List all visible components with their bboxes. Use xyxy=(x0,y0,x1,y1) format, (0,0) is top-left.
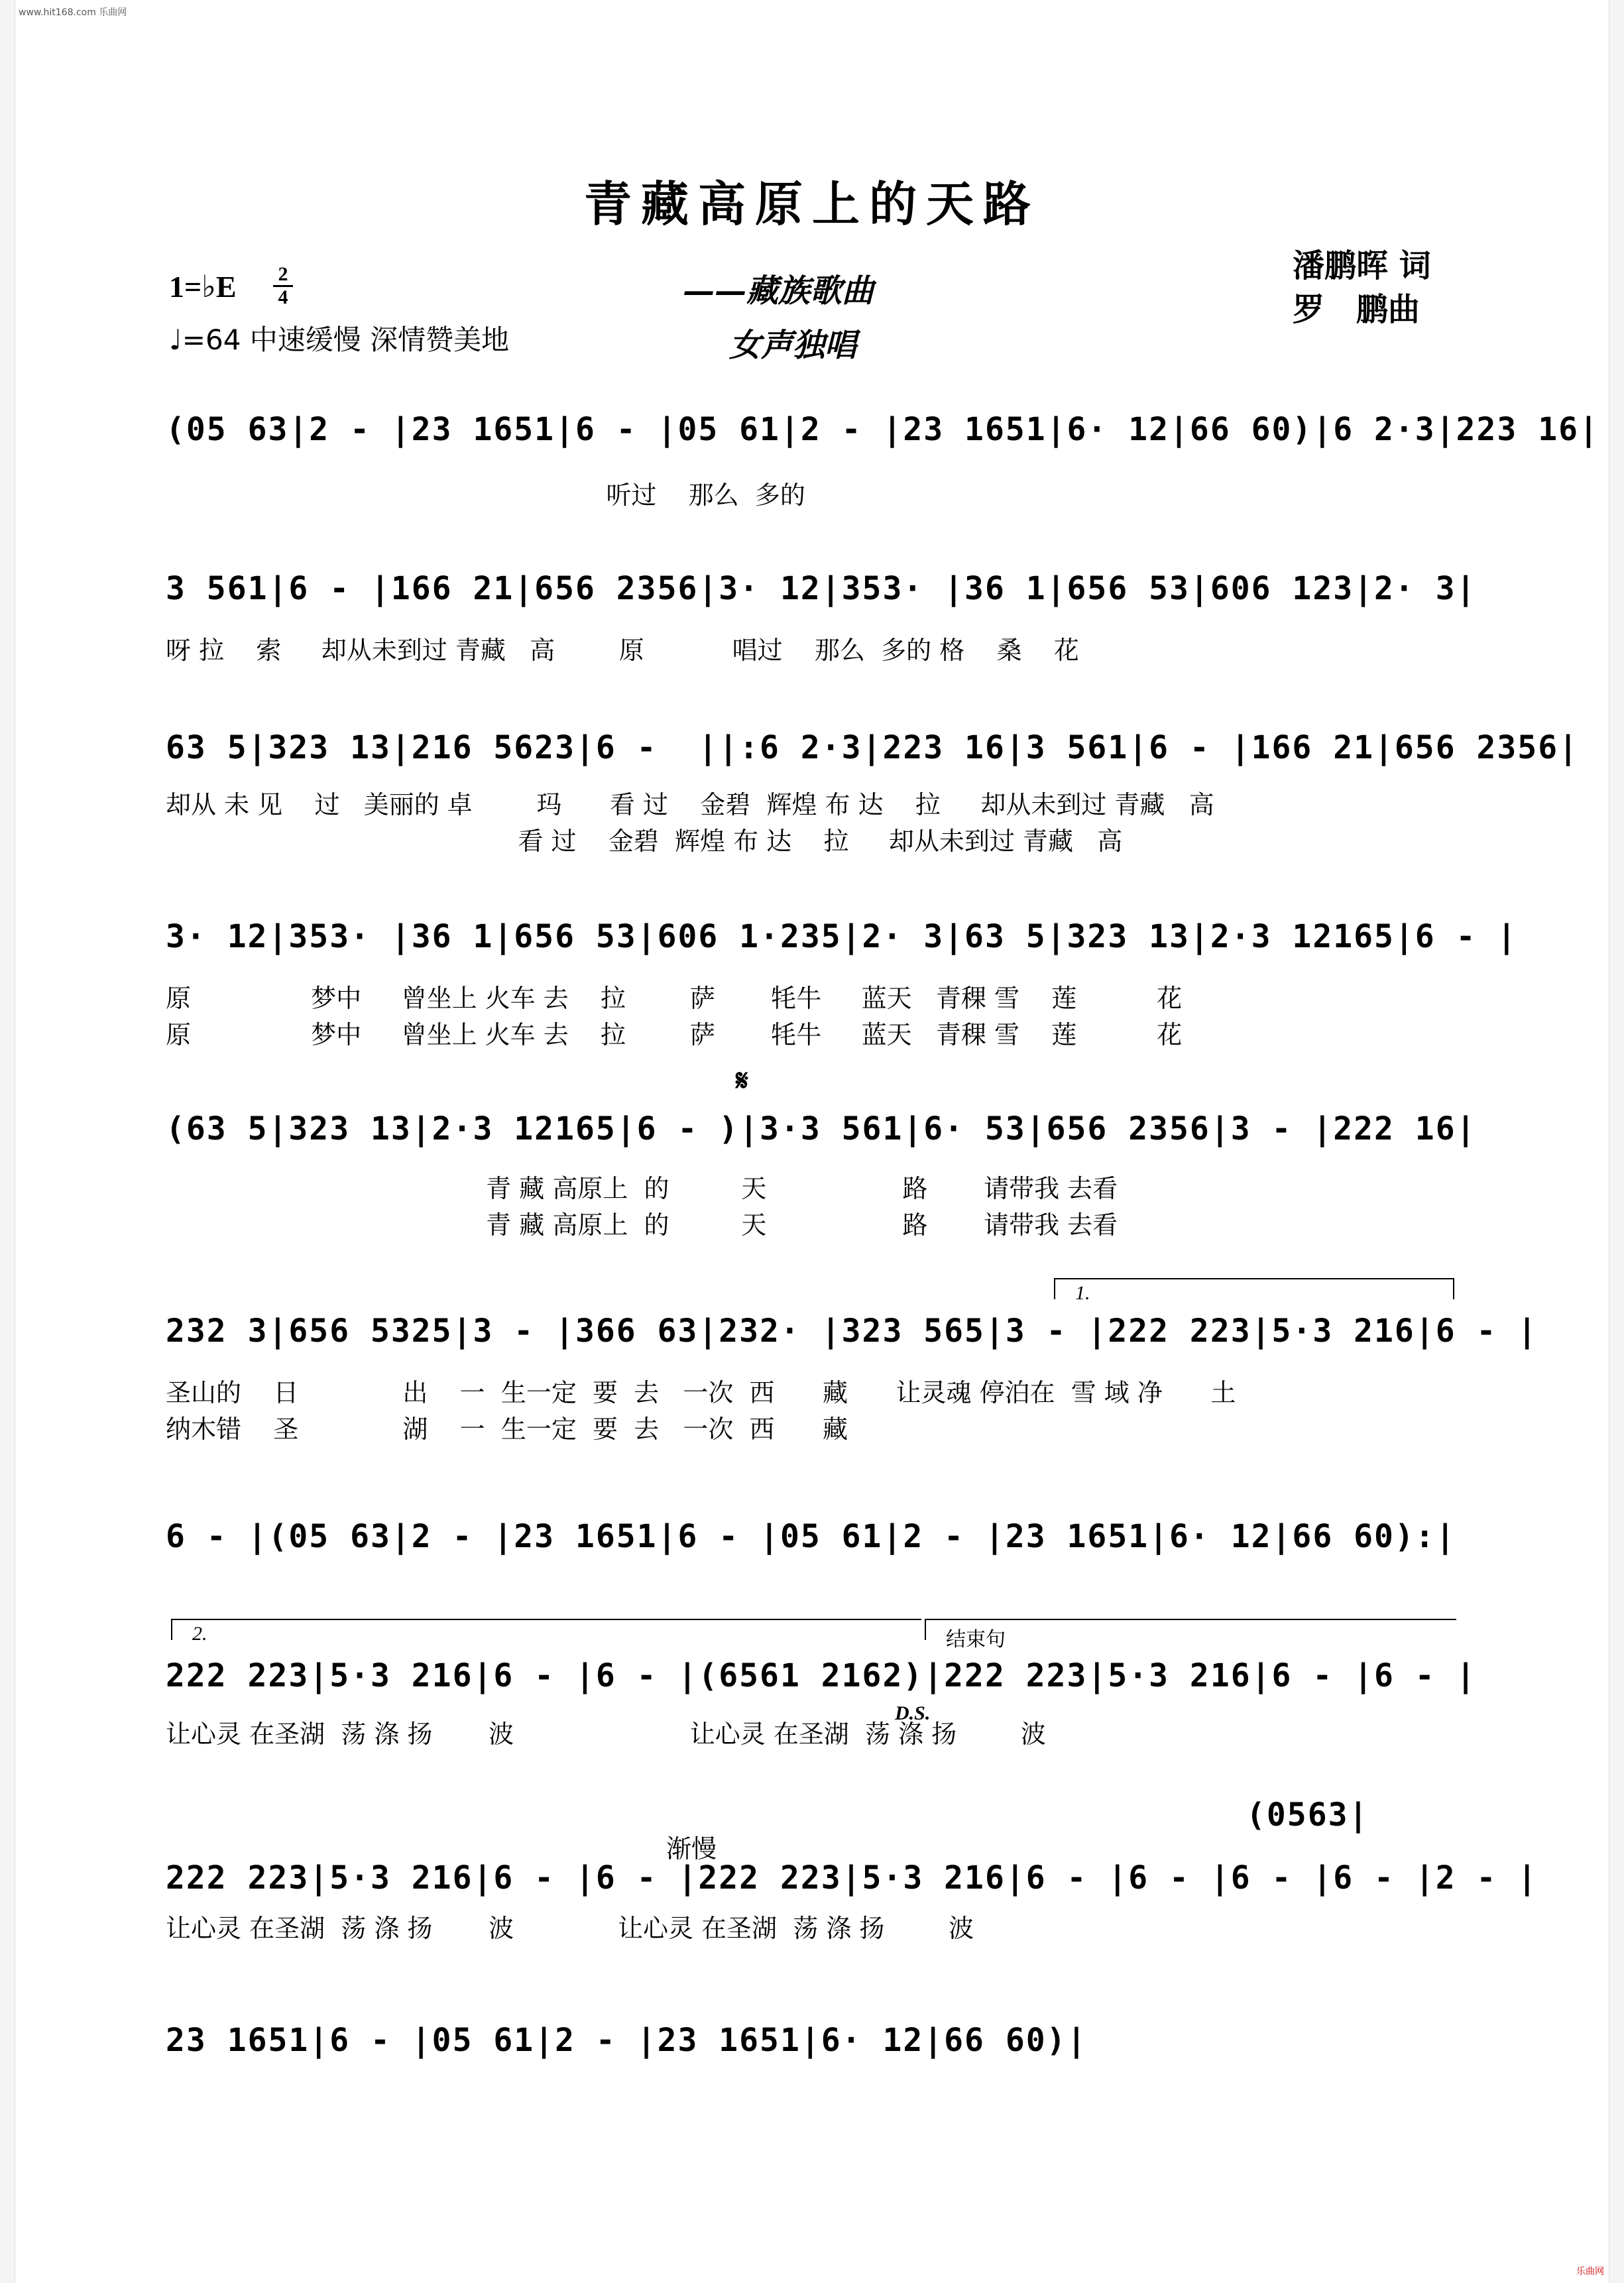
volta-1-label: 1. xyxy=(1075,1282,1090,1304)
coda-bracket xyxy=(925,1619,1456,1651)
time-signature-top: 2 xyxy=(278,263,288,285)
ritardando-marking: 渐慢 xyxy=(666,1834,717,1863)
lyrics-system-1-verse-1: 听过 那么 多的 xyxy=(166,481,805,510)
credits xyxy=(1293,244,1431,331)
lyrics-system-6-verse-1: 圣山的 日 出 一 生一定 要 去 一次 西 藏 让灵魂 停泊在 雪 域 净 土 xyxy=(166,1378,1236,1407)
lyrics-system-3-verse-1: 却从 未 见 过 美丽的 卓 玛 看 过 金碧 辉煌 布 达 拉 却从未到过 青藏 高 xyxy=(166,790,1214,819)
key-signature: 1=♭E xyxy=(169,270,237,304)
lyrics-system-3-verse-2: 看 过 金碧 辉煌 布 达 拉 却从未到过 青藏 高 xyxy=(166,827,1123,856)
subtitle: ——藏族歌曲 xyxy=(683,272,874,310)
lyrics-system-2-verse-1: 呀 拉 索 却从未到过 青藏 高 原 唱过 那么 多的 格 桑 花 xyxy=(166,636,1079,665)
notation-system-6: 232 3|656 5325|3 - |366 63|232· |323 565|3 - |222 223|5·3 216|6 - | xyxy=(166,1313,1538,1350)
coda-label: 结束句 xyxy=(946,1628,1006,1651)
pickup-notation: (0563| xyxy=(1246,1796,1369,1834)
song-title: 青藏高原上的天路 xyxy=(583,176,1040,232)
volta-2-label: 2. xyxy=(192,1623,207,1645)
lyrics-system-6-verse-2: 纳木错 圣 湖 一 生一定 要 去 一次 西 藏 xyxy=(166,1415,848,1444)
left-border-strip xyxy=(0,0,15,2283)
watermark-bottom: 乐曲网 xyxy=(1576,2266,1604,2277)
time-signature xyxy=(273,264,293,308)
notation-system-8: 222 223|5·3 216|6 - |6 - |(6561 2162)|222 223|5·3 216|6 - |6 - | xyxy=(166,1657,1477,1694)
lyrics-system-8-verse-1: 让心灵 在圣湖 荡 涤 扬 波 让心灵 在圣湖 荡 涤 扬 波 xyxy=(166,1720,1046,1749)
composer: 罗 鹏曲 xyxy=(1293,291,1421,328)
performance-note: 女声独唱 xyxy=(729,327,857,364)
watermark-top: www.hit168.com 乐曲网 xyxy=(19,7,127,18)
ds-marking: D.S. xyxy=(895,1702,931,1724)
notation-system-3: 63 5|323 13|216 5623|6 - ||:6 2·3|223 16|3 561|6 - |166 21|656 2356| xyxy=(166,729,1579,766)
lyrics-system-4-verse-2: 原 梦中 曾坐上 火车 去 拉 萨 牦牛 蓝天 青稞 雪 莲 花 xyxy=(166,1020,1183,1049)
tempo-marking: ♩=64 中速缓慢 深情赞美地 xyxy=(169,323,510,356)
lyrics-system-5-verse-2: 青 藏 高原上 的 天 路 请带我 去看 xyxy=(166,1210,1118,1240)
segno-sign: 𝄋 xyxy=(736,1064,748,1098)
notation-system-2: 3 561|6 - |166 21|656 2356|3· 12|353· |36 1|656 53|606 123|2· 3| xyxy=(166,570,1477,607)
right-border-strip xyxy=(1609,0,1624,2283)
lyricist: 潘鹏晖 词 xyxy=(1293,247,1431,284)
volta-1-bracket xyxy=(1054,1278,1454,1304)
lyrics-system-5-verse-1: 青 藏 高原上 的 天 路 请带我 去看 xyxy=(166,1174,1118,1203)
notation-system-10: 23 1651|6 - |05 61|2 - |23 1651|6· 12|66 60)| xyxy=(166,2022,1088,2059)
notation-system-5: (63 5|323 13|2·3 12165|6 - )|3·3 561|6· 53|656 2356|3 - |222 16| xyxy=(166,1110,1477,1147)
notation-system-7: 6 - |(05 63|2 - |23 1651|6 - |05 61|2 - |23 1651|6· 12|66 60):| xyxy=(166,1518,1456,1555)
notation-system-9: 222 223|5·3 216|6 - |6 - |222 223|5·3 216|6 - |6 - |6 - |6 - |2 - | xyxy=(166,1859,1538,1897)
lyrics-system-4-verse-1: 原 梦中 曾坐上 火车 去 拉 萨 牦牛 蓝天 青稞 雪 莲 花 xyxy=(166,984,1183,1013)
lyrics-system-9-verse-1: 让心灵 在圣湖 荡 涤 扬 波 让心灵 在圣湖 荡 涤 扬 波 xyxy=(166,1914,974,1943)
volta-2-bracket xyxy=(171,1619,921,1645)
notation-system-4: 3· 12|353· |36 1|656 53|606 1·235|2· 3|63 5|323 13|2·3 12165|6 - | xyxy=(166,918,1518,955)
notation-system-1: (05 63|2 - |23 1651|6 - |05 61|2 - |23 1651|6· 12|66 60)|6 2·3|223 16| xyxy=(166,411,1599,448)
time-signature-bottom: 4 xyxy=(278,286,288,308)
